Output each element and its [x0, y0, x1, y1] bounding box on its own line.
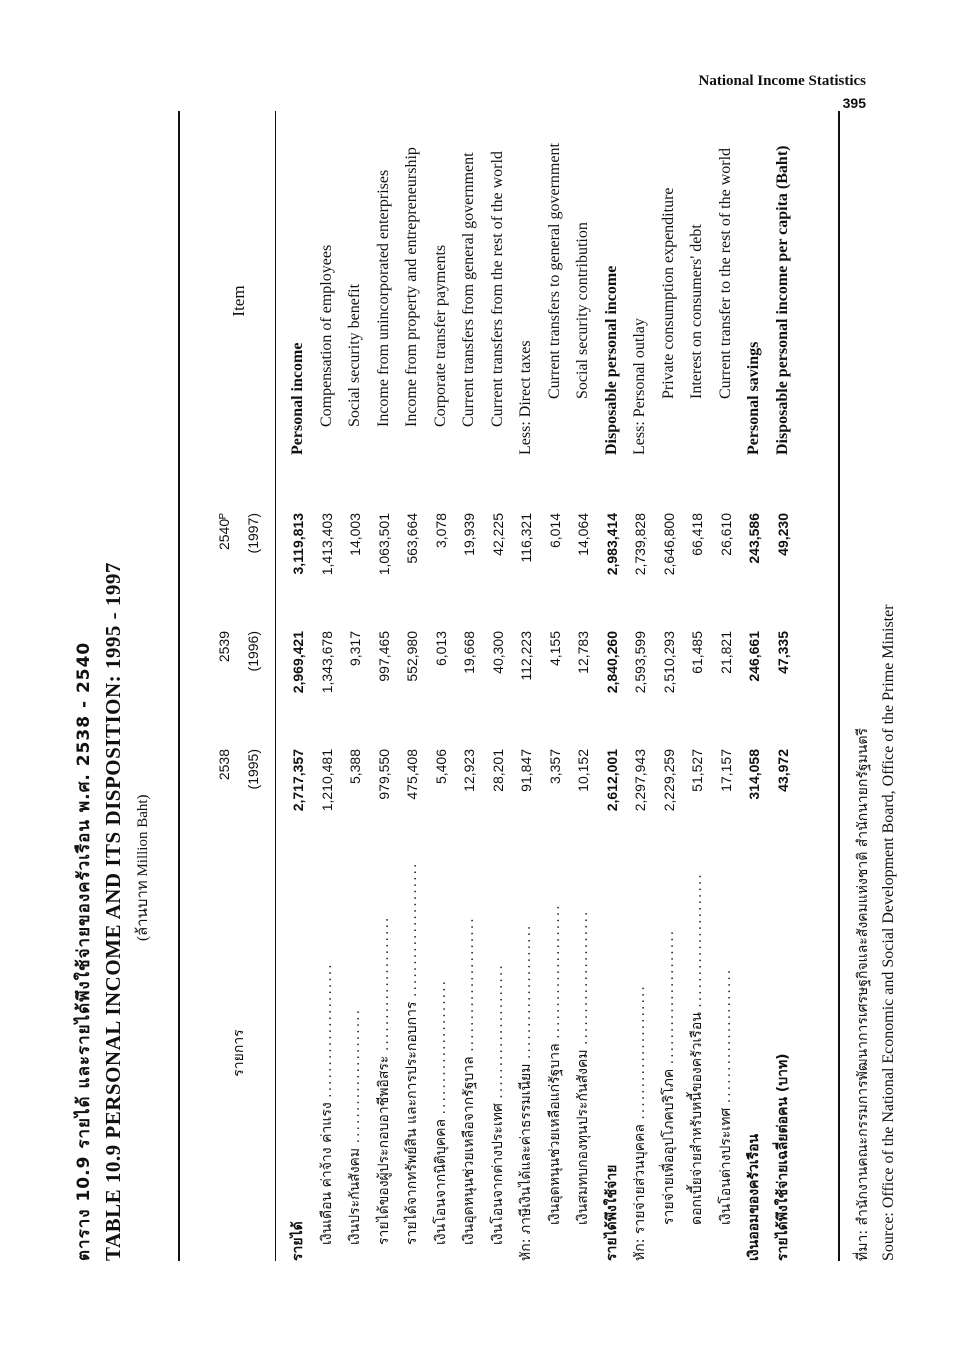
- table-row: [598, 111, 627, 1261]
- row-label-english: Income from unincorporated enterprises: [374, 169, 392, 427]
- row-label-thai: เงินอุดหนุนช่วยเหลือจากรัฐบาล .....................: [461, 916, 478, 1245]
- table-row: [655, 111, 684, 1261]
- row-value-1997: 26,610: [717, 513, 734, 556]
- row-value-1995: 5,406: [432, 749, 449, 785]
- row-value-1997: 1,063,501: [375, 513, 392, 576]
- row-value-1996: 2,969,421: [290, 631, 307, 694]
- row-value-1995: 3,357: [546, 749, 563, 785]
- row-value-1995: 1,210,481: [318, 749, 335, 812]
- row-label-english: Corporate transfer payments: [431, 244, 449, 427]
- row-label-thai: หัก: รายจ่ายส่วนบุคคล .....................: [632, 984, 649, 1261]
- row-label-thai: เงินเดือน ค่าจ้าง ค่าแรง .....................: [318, 962, 335, 1245]
- row-value-1996: 552,980: [404, 631, 421, 682]
- row-label-english: Personal savings: [745, 341, 763, 455]
- header-year-be-1: 2538: [216, 749, 233, 781]
- source-thai: ที่มา: สำนักงานคณะกรรมการพัฒนาการเศรษฐกิจและสังคมแห่งชาติ สำนักนายกรัฐมนตรี: [855, 728, 871, 1261]
- row-value-1995: 2,612,001: [603, 749, 620, 812]
- row-value-1997: 6,014: [546, 513, 563, 549]
- table-row: [341, 111, 370, 1261]
- row-value-1997: 3,119,813: [290, 513, 307, 575]
- row-label-thai: เงินประกันสังคม .....................: [347, 1007, 364, 1245]
- row-label-thai: หัก: ภาษีเงินได้และค่าธรรมเนียม .....................: [518, 923, 535, 1261]
- header-item-english: Item: [228, 285, 248, 317]
- row-value-1996: 40,300: [489, 631, 506, 674]
- row-value-1995: 2,297,943: [632, 749, 649, 812]
- header-row-years: [210, 111, 239, 1261]
- table-row: [284, 111, 313, 1261]
- page-number: 395: [842, 95, 866, 111]
- row-label-english: Current transfer to the rest of the world: [716, 147, 734, 399]
- row-label-thai: รายได้ของผู้ประกอบอาชีพอิสระ .....................: [375, 915, 392, 1245]
- row-value-1995: 12,923: [461, 749, 478, 792]
- top-rule: [178, 111, 180, 1261]
- source-note: [850, 111, 902, 1261]
- table-row: [398, 111, 427, 1261]
- row-value-1996: 12,783: [575, 631, 592, 674]
- income-table: [210, 111, 797, 1261]
- source-english: Source: Office of the National Economic and Social Development Board, Office of the Prime Minister: [880, 604, 897, 1261]
- row-value-1996: 997,465: [375, 631, 392, 682]
- table-body: [284, 111, 797, 1261]
- row-label-english: Current transfers to general government: [545, 143, 563, 399]
- table-row: [769, 111, 798, 1261]
- table-row: [313, 111, 342, 1261]
- row-label-thai: ดอกเบี้ยจ่ายสำหรับหนี้ของครัวเรือน .....................: [689, 872, 706, 1225]
- row-value-1996: 246,661: [746, 631, 763, 682]
- row-label-thai: รายได้พึงใช้จ่าย: [603, 1164, 620, 1261]
- row-value-1997: 116,321: [518, 513, 535, 563]
- row-value-1996: 47,335: [774, 631, 791, 674]
- row-label-thai: เงินสมทบกองทุนประกันสังคม .....................: [575, 909, 592, 1225]
- row-value-1997: 14,064: [575, 513, 592, 556]
- section-name: National Income Statistics: [698, 73, 866, 89]
- table-row: [484, 111, 513, 1261]
- row-label-english: Disposable personal income: [602, 265, 620, 455]
- header-year-be-3: 2540ᴾ: [216, 513, 233, 551]
- table-row: [427, 111, 456, 1261]
- row-label-english: Current transfers from the rest of the world: [488, 151, 506, 427]
- row-label-english: Disposable personal income per capita (Baht): [773, 145, 791, 455]
- row-value-1996: 19,668: [461, 631, 478, 674]
- row-value-1996: 2,593,599: [632, 631, 649, 694]
- row-label-thai: เงินโอนต่างประเทศ .....................: [717, 967, 734, 1225]
- row-label-english: Social security benefit: [346, 283, 364, 427]
- row-label-english: Private consumption expenditure: [659, 187, 677, 399]
- row-value-1997: 3,078: [432, 513, 449, 549]
- row-label-english: Social security contribution: [574, 222, 592, 399]
- table-row: [512, 111, 541, 1261]
- table-row: [569, 111, 598, 1261]
- row-value-1995: 43,972: [774, 749, 791, 792]
- row-value-1996: 6,013: [432, 631, 449, 667]
- table-title-english: TABLE 10.9 PERSONAL INCOME AND ITS DISPOSITION: 1995 - 1997: [101, 562, 125, 1261]
- row-label-thai: รายได้พึงใช้จ่ายเฉลี่ยต่อคน (บาท): [774, 1053, 791, 1261]
- table-row: [370, 111, 399, 1261]
- row-value-1997: 1,413,403: [318, 513, 335, 576]
- row-value-1995: 2,229,259: [660, 749, 677, 812]
- row-value-1996: 2,840,260: [603, 631, 620, 694]
- row-value-1997: 2,739,828: [632, 513, 649, 576]
- header-year-ce-1: (1995): [244, 749, 261, 790]
- row-label-thai: เงินออมของครัวเรือน: [746, 1133, 763, 1261]
- row-value-1997: 563,664: [404, 513, 421, 564]
- row-label-thai: รายจ่ายเพื่ออุปโภคบริโภค .....................: [660, 928, 677, 1225]
- row-value-1996: 4,155: [546, 631, 563, 667]
- row-value-1995: 28,201: [489, 749, 506, 792]
- row-value-1996: 1,343,678: [318, 631, 335, 694]
- row-label-english: Less: Direct taxes: [517, 340, 535, 455]
- unit-label: (ล้านบาท Million Baht): [135, 794, 151, 941]
- row-label-english: Income from property and entrepreneurship: [403, 147, 421, 427]
- table-titles: [70, 111, 126, 1261]
- row-label-thai: เงินโอนจากนิติบุคคล .....................: [432, 978, 449, 1245]
- table-row: [712, 111, 741, 1261]
- table-row: [683, 111, 712, 1261]
- header-item-thai: รายการ: [230, 1029, 247, 1077]
- row-value-1996: 2,510,293: [660, 631, 677, 694]
- header-year-be-2: 2539: [216, 631, 233, 663]
- row-value-1995: 475,408: [404, 749, 421, 800]
- row-label-english: Interest on consumers' debt: [688, 224, 706, 399]
- table-row: [740, 111, 769, 1261]
- row-value-1995: 979,550: [375, 749, 392, 800]
- row-value-1995: 17,157: [717, 749, 734, 792]
- row-label-thai: เงินอุดหนุนช่วยเหลือแก่รัฐบาล .....................: [546, 903, 563, 1225]
- header-year-ce-3: (1997): [244, 513, 261, 554]
- row-label-english: Less: Personal outlay: [631, 318, 649, 455]
- row-label-thai: รายได้: [290, 1221, 307, 1261]
- row-value-1997: 19,939: [461, 513, 478, 556]
- row-value-1997: 243,586: [746, 513, 763, 564]
- bottom-rule: [838, 111, 840, 1261]
- row-value-1996: 9,317: [347, 631, 364, 667]
- row-value-1995: 51,527: [689, 749, 706, 792]
- table-title-thai: ตาราง 10.9 รายได้ และรายได้พึงใช้จ่ายของครัวเรือน พ.ศ. 2538 - 2540: [74, 641, 94, 1261]
- row-value-1997: 49,230: [774, 513, 791, 556]
- row-value-1996: 61,485: [689, 631, 706, 674]
- row-label-thai: เงินโอนจากต่างประเทศ .....................: [489, 963, 506, 1245]
- row-value-1995: 10,152: [575, 749, 592, 792]
- table-row: [455, 111, 484, 1261]
- header-year-ce-2: (1996): [244, 631, 261, 672]
- row-value-1997: 2,646,800: [660, 513, 677, 576]
- table-row: [626, 111, 655, 1261]
- row-value-1997: 2,983,414: [603, 513, 620, 576]
- row-label-english: Current transfers from general government: [460, 152, 478, 427]
- row-label-english: Compensation of employees: [317, 244, 335, 427]
- row-value-1995: 91,847: [518, 749, 535, 792]
- row-value-1996: 21,821: [717, 631, 734, 674]
- row-value-1995: 5,388: [347, 749, 364, 785]
- row-label-thai: รายได้จากทรัพย์สิน และการประกอบการ .....................: [404, 861, 421, 1245]
- row-label-english: Personal income: [289, 342, 307, 455]
- row-value-1995: 314,058: [746, 749, 763, 800]
- row-value-1995: 2,717,357: [290, 749, 307, 812]
- row-value-1997: 42,225: [489, 513, 506, 556]
- row-value-1997: 66,418: [689, 513, 706, 556]
- row-value-1996: 112,223: [518, 631, 535, 681]
- row-value-1997: 14,003: [347, 513, 364, 556]
- table-row: [541, 111, 570, 1261]
